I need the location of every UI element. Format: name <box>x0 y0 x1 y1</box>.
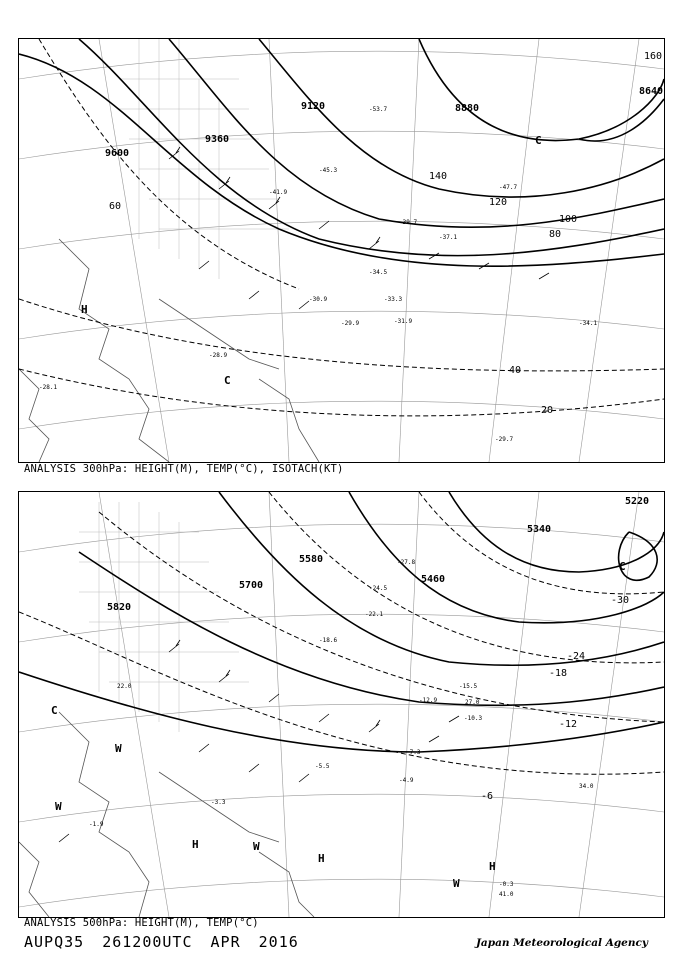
height-label-9360: 9360 <box>205 134 230 145</box>
isotach-label: 120 <box>489 197 508 208</box>
height-label-5700: 5700 <box>239 580 264 591</box>
caption-300hpa: ANALYSIS 300hPa: HEIGHT(M), TEMP(°C), ISOTACH(KT) <box>24 463 344 475</box>
high-pressure-label: H <box>81 303 88 316</box>
isotherm-label: -18 <box>549 668 568 679</box>
map-panel-300hpa <box>18 38 665 463</box>
map-500hpa-svg <box>19 492 664 917</box>
temp-label: -45.3 <box>319 167 338 174</box>
isotherm-label: -12 <box>559 719 578 730</box>
agency-credit: Japan Meteorological Agency <box>475 937 648 949</box>
temp-label: -30.9 <box>309 296 328 303</box>
isotach-label: 100 <box>559 214 578 225</box>
isotach-label: 140 <box>429 171 448 182</box>
height-label-5220: 5220 <box>625 496 650 507</box>
isotherm-label: -24 <box>567 651 586 662</box>
temp-label: -18.6 <box>319 637 338 644</box>
temperature-labels <box>89 559 594 898</box>
height-label-8880: 8880 <box>455 103 480 114</box>
temp-label: -34.5 <box>369 269 388 276</box>
isotherm-label: -30 <box>611 595 630 606</box>
warm-core-label: W <box>115 742 122 755</box>
temp-label: -24.5 <box>369 585 388 592</box>
isotach-label: 40 <box>509 365 522 376</box>
temp-label: -28.1 <box>39 384 58 391</box>
warm-core-label: W <box>453 877 460 890</box>
temp-label: 22.0 <box>117 683 132 690</box>
temp-label: -29.7 <box>495 436 514 443</box>
temp-label: -12.9 <box>419 697 438 704</box>
graticule <box>19 39 664 462</box>
temp-label: -28.9 <box>209 352 228 359</box>
height-label-5820: 5820 <box>107 602 132 613</box>
temp-label: -33.3 <box>384 296 403 303</box>
chart-identifier <box>24 933 299 951</box>
height-label-5580: 5580 <box>299 554 324 565</box>
cold-core-label: C <box>535 134 542 147</box>
chart-code: AUPQ35 <box>24 933 85 951</box>
graticule <box>19 492 664 917</box>
isotherm-label: -6 <box>481 791 494 802</box>
height-label-9120: 9120 <box>301 101 326 112</box>
temp-label: -5.5 <box>315 763 330 770</box>
cold-core-label: C <box>224 374 231 387</box>
isotach-label: 60 <box>109 201 122 212</box>
temp-label: -41.9 <box>269 189 288 196</box>
warm-core-label: W <box>55 800 62 813</box>
height-labels <box>107 496 649 613</box>
height-label-5460: 5460 <box>421 574 446 585</box>
temp-label: -34.1 <box>579 320 598 327</box>
temp-label: -47.7 <box>499 184 518 191</box>
valid-time: 261200UTC APR 2016 <box>102 933 299 951</box>
isotach-label: 80 <box>549 229 562 240</box>
temp-label: -4.9 <box>399 777 414 784</box>
cross-hatch <box>119 39 289 279</box>
cold-core-label: C <box>51 704 58 717</box>
high-pressure-label: H <box>192 838 199 851</box>
temp-label: -29.9 <box>341 320 360 327</box>
temp-label: 34.0 <box>579 783 594 790</box>
isotherm-labels <box>481 595 629 802</box>
temp-label: 41.0 <box>499 891 514 898</box>
map-panel-500hpa <box>18 491 665 918</box>
caption-500hpa: ANALYSIS 500hPa: HEIGHT(M), TEMP(°C) <box>24 917 259 929</box>
isotach-label: 160 <box>644 51 663 62</box>
temp-label: -7.3 <box>406 749 421 756</box>
temp-label: -0.3 <box>499 881 514 888</box>
warm-core-label: W <box>253 840 260 853</box>
high-pressure-label: H <box>489 860 496 873</box>
temp-label: -31.9 <box>394 318 413 325</box>
isotach-lines <box>19 39 664 416</box>
height-labels <box>105 86 663 159</box>
map-300hpa-svg <box>19 39 664 462</box>
high-pressure-label: H <box>318 852 325 865</box>
coastline <box>19 239 319 462</box>
isotach-label: 20 <box>541 405 554 416</box>
height-label-5340: 5340 <box>527 524 552 535</box>
temp-label: -37.1 <box>439 234 458 241</box>
cold-core-label: C <box>619 560 626 573</box>
temp-label: -15.5 <box>459 683 478 690</box>
temp-label: -22.1 <box>365 611 384 618</box>
height-label-9600: 9600 <box>105 148 130 159</box>
isotherm-lines <box>19 492 664 774</box>
temp-label: -39.7 <box>399 219 418 226</box>
coastline <box>19 712 314 917</box>
temp-label: -53.7 <box>369 106 388 113</box>
temp-label: -3.3 <box>211 799 226 806</box>
temp-label: -10.3 <box>464 715 483 722</box>
temp-label: -1.9 <box>89 821 104 828</box>
temp-label: 27.0 <box>465 699 480 706</box>
cross-hatch <box>79 502 249 732</box>
wind-barbs <box>169 147 549 309</box>
height-label-8640: 8640 <box>639 86 664 97</box>
temp-label: -27.8 <box>397 559 416 566</box>
